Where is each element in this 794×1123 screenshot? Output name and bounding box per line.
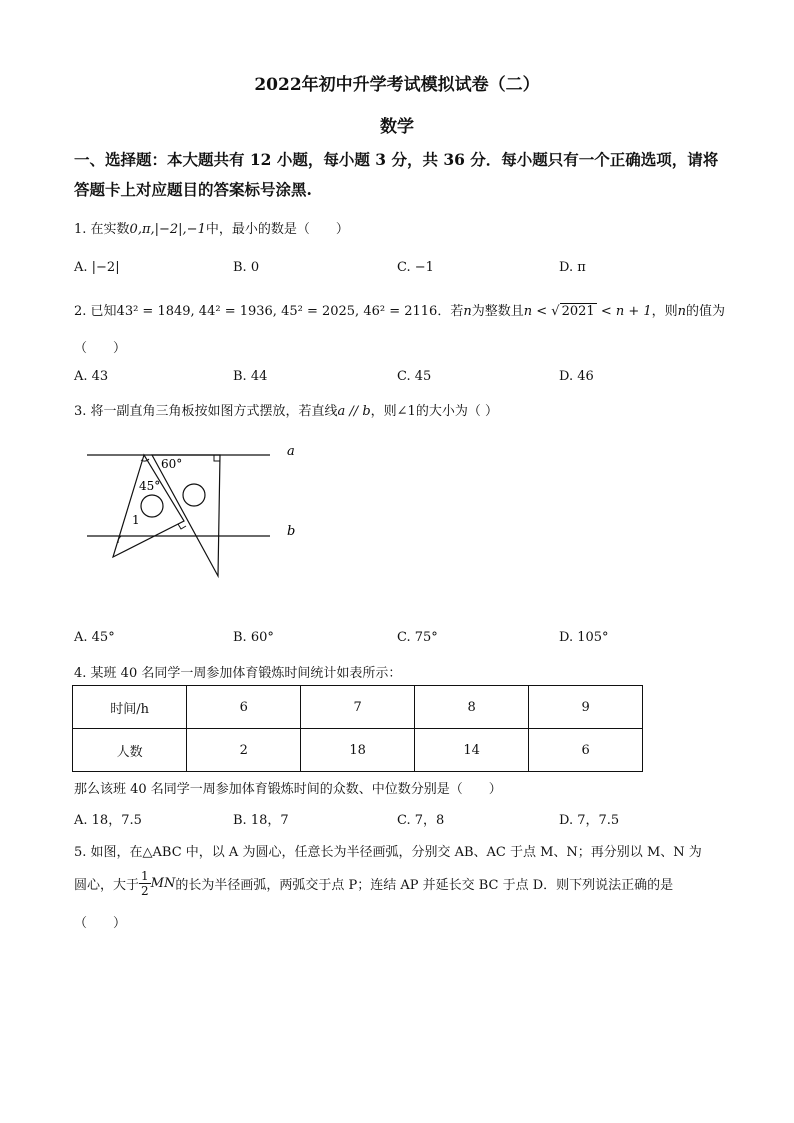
q5-line2-pre: 圆心，大于 [74,877,140,893]
q2-option-d: D. 46 [559,369,594,384]
sqrt-symbol: √ [551,304,560,319]
fraction-denominator: 2 [141,883,149,898]
label-a: a [287,444,295,459]
q2-tail: 的值为 [686,304,726,319]
exam-title: 2022年初中升学考试模拟试卷（二） [254,75,540,95]
q2-option-c: C. 45 [397,369,432,384]
table-cell: 人数 [73,729,187,772]
q3-triangle-figure [80,435,310,585]
q4-option-c: C. 7，8 [397,813,445,828]
q2-n2: n [677,304,687,319]
table-cell: 14 [415,729,529,772]
table-cell: 18 [301,729,415,772]
label-angle-1: 1 [132,513,140,527]
q2-mid3: ，则 [651,304,678,319]
q1-option-a: A. |−2| [74,260,120,275]
table-cell: 8 [415,686,529,729]
right-angle-mark-top [214,455,220,461]
q1-numbers: 0,π,|−2|,−1 [129,222,206,237]
q3-suffix: ，则∠1的大小为（ ） [370,404,498,419]
q2-ineq-right: < n + 1 [600,304,652,319]
section-heading-line1: 一、选择题：本大题共有 12 小题，每小题 3 分，共 36 分．每小题只有一个正确选项，请将 [74,150,719,169]
q1-prefix: 1. 在实数 [74,222,130,237]
q3-option-b: B. 60° [233,630,274,645]
section-heading [74,145,718,205]
q3-option-a: A. 45° [74,630,115,645]
q2-option-a: A. 43 [74,369,109,384]
label-60: 60° [161,457,183,471]
q4-followup: 那么该班 40 名同学一周参加体育锻炼时间的众数、中位数分别是（ ） [74,782,502,797]
q5-paren: （ ） [74,916,127,931]
subject-title: 数学 [380,117,414,137]
section-heading-line2: 答题卡上对应题目的答案标号涂黑. [74,180,312,199]
question-5-line2 [74,866,673,900]
q2-n: n [463,304,472,319]
q5-line2-post: 的长为半径画弧，两弧交于点 P；连结 AP 并延长交 BC 于点 D．则下列说法正确的是 [175,877,674,893]
q4-option-d: D. 7，7.5 [559,813,620,828]
q2-prefix: 2. 已知 [74,304,117,319]
q3-prefix: 3. 将一副直角三角板按如图方式摆放，若直线 [74,404,338,419]
q1-option-c: C. −1 [397,260,434,275]
fraction [139,869,151,898]
q3-ab: a // b [337,404,371,419]
table-cell: 7 [301,686,415,729]
q2-ineq-left: n < [523,304,548,319]
table-cell: 6 [529,729,643,772]
q4-stats-table [72,685,643,772]
table-cell: 6 [187,686,301,729]
q2-equations: 43² = 1849, 44² = 1936, 45² = 2025, 46² = 2116 [116,304,438,319]
fraction-numerator: 1 [141,868,149,883]
question-3 [74,400,498,419]
table-row [73,686,643,729]
hole-circle-left [141,495,163,517]
q4-option-b: B. 18，7 [233,813,289,828]
hole-circle-right [183,484,205,506]
q2-option-b: B. 44 [233,369,268,384]
question-5-line1: 5. 如图，在△ABC 中，以 A 为圆心，任意长为半径画弧，分别交 AB、AC 于点 M、N；再分别以 M、N 为 [74,845,702,860]
q2-paren: （ ） [74,341,127,356]
q1-option-b: B. 0 [233,260,260,275]
table-cell: 2 [187,729,301,772]
table-cell: 9 [529,686,643,729]
label-b: b [287,524,296,539]
question-4: 4. 某班 40 名同学一周参加体育锻炼时间统计如表所示： [74,666,402,681]
table-row [73,729,643,772]
right-angle-mark-side [178,524,186,529]
q2-mid: ．若 [437,304,464,319]
q3-option-d: D. 105° [559,630,609,645]
q5-frac-var: MN [150,875,176,891]
q2-mid2: 为整数且 [471,304,524,319]
question-1 [74,218,349,237]
q4-option-a: A. 18，7.5 [74,813,142,828]
label-45: 45° [139,479,161,493]
triangle-60 [152,455,220,576]
q1-suffix: 中，最小的数是（ ） [205,222,349,237]
table-cell: 时间/h [73,686,187,729]
question-2 [74,300,725,319]
q2-radicand: 2021 [561,304,595,319]
q1-option-d: D. π [559,260,586,275]
q3-option-c: C. 75° [397,630,438,645]
